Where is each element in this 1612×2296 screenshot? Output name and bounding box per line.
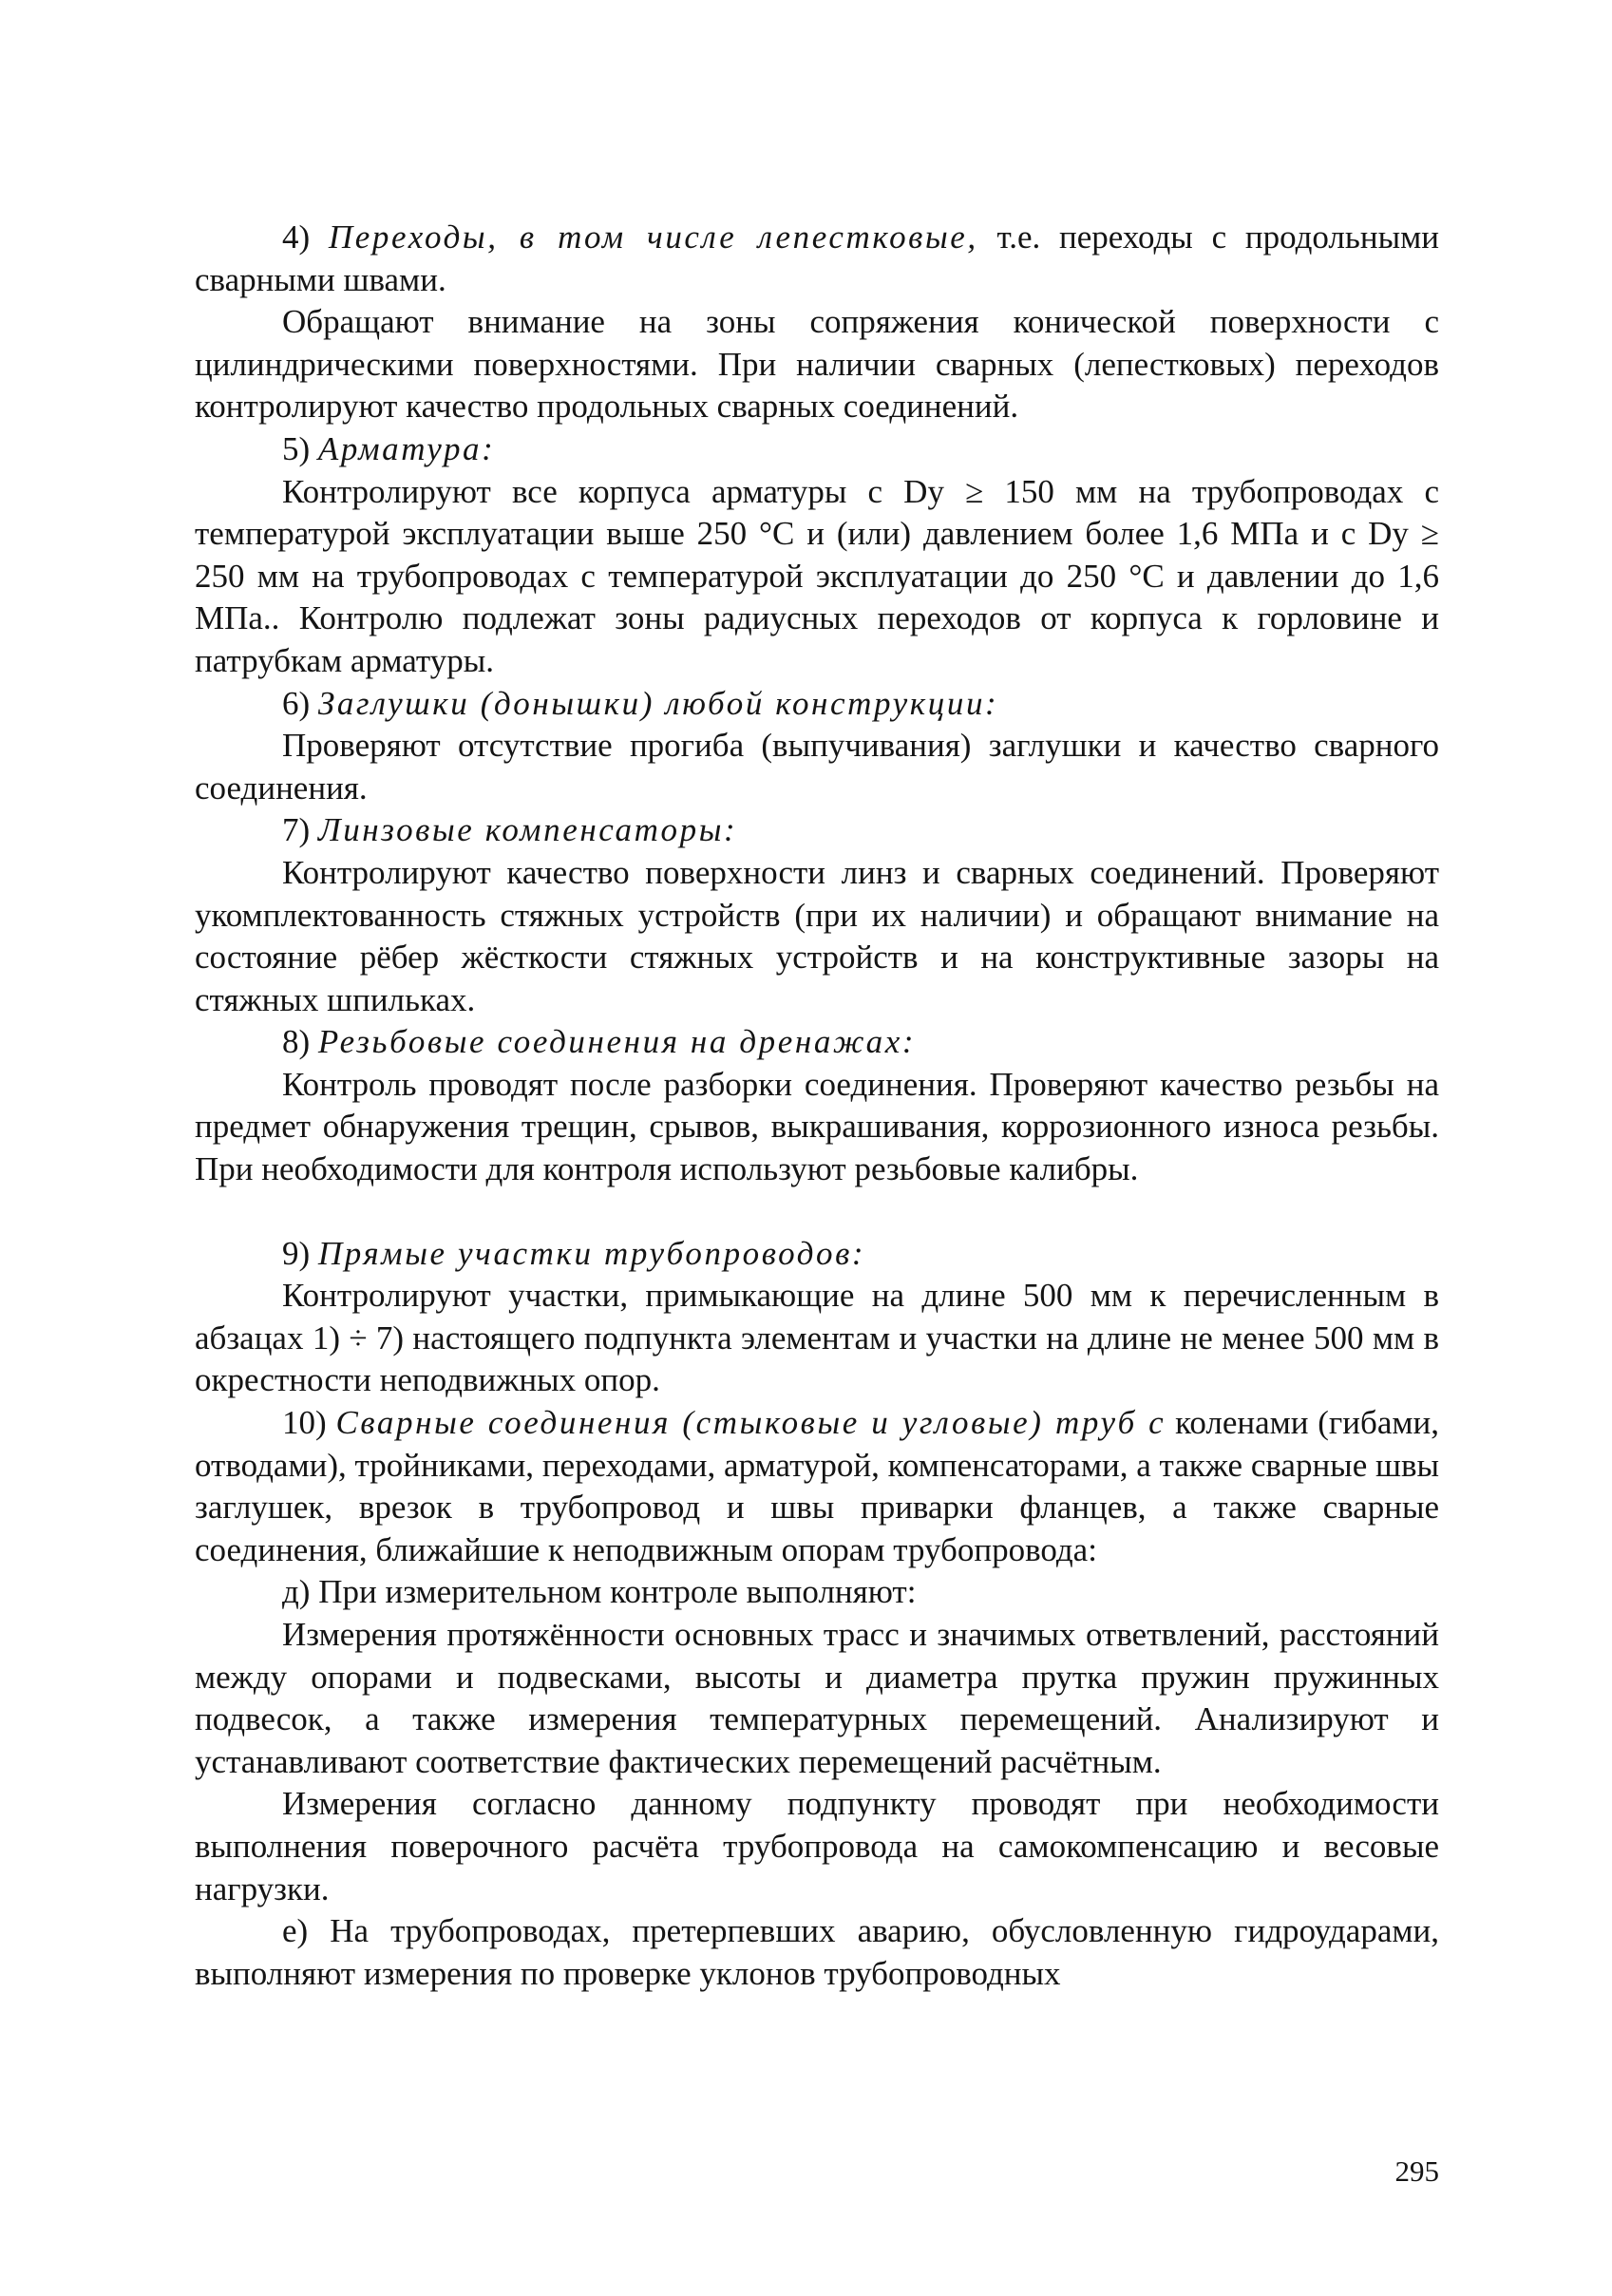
body-paragraph: д) При измерительном контроле выполняют:: [282, 1573, 917, 1611]
body-paragraph: Контроль проводят после разборки соединения. Проверяют качество резьбы на предмет обнаружения трещин, срывов, выкрашивания, коррозионного износа резьбы. При необходимости для контроля используют резьбовые калибры.: [195, 1065, 1439, 1188]
body-paragraph: е) На трубопроводах, претерпевших аварию, обусловленную гидроударами, выполняют измерения по проверке уклонов трубопроводных: [195, 1912, 1439, 1992]
section-heading: [195, 1402, 1439, 1571]
section-heading: [195, 809, 1439, 852]
section-number: 10): [282, 1404, 327, 1442]
section-title: Заглушки (донышки) любой конструкции:: [317, 684, 999, 722]
page-number: 295: [1394, 2154, 1439, 2188]
section-gap: [195, 1191, 1439, 1233]
section-number: 6): [282, 684, 311, 722]
section-title: Сварные соединения (стыковые и угловые) труб с: [335, 1404, 1166, 1442]
section-number: 4): [282, 218, 311, 256]
section-title: Резьбовые соединения на дренажах:: [317, 1023, 917, 1061]
section-number: 9): [282, 1234, 311, 1272]
body-text: [195, 217, 1439, 1995]
body-paragraph: Проверяют отсутствие прогиба (выпучивания) заглушки и качество сварного соединения.: [195, 727, 1439, 806]
body-paragraph: Измерения согласно данному подпункту проводят при необходимости выполнения поверочного расчёта трубопровода на самокомпенсацию и весовые нагрузки.: [195, 1785, 1439, 1907]
section-number: 7): [282, 811, 311, 849]
section-title-rest: коленами (гибами, отводами), тройниками, переходами, арматурой, компенсаторами, а также сварные швы заглушек, врезок в трубопровод и швы приварки фланцев, а также сварные соединения, ближайшие к неподвижным опорам трубопровода:: [195, 1404, 1439, 1568]
section-heading: [195, 1021, 1439, 1064]
section-title: Прямые участки трубопроводов:: [317, 1234, 866, 1272]
section-heading: [195, 683, 1439, 726]
section-title: Переходы, в том числе лепестковые,: [328, 218, 978, 256]
section-number: 8): [282, 1023, 311, 1061]
section-title-rest: т.е. переходы с продольными сварными швами.: [195, 218, 1439, 298]
section-number: 5): [282, 429, 311, 467]
body-paragraph: Обращают внимание на зоны сопряжения конической поверхности с цилиндрическими поверхностями. При наличии сварных (лепестковых) переходов контролируют качество продольных сварных соединений.: [195, 303, 1439, 426]
section-heading: [195, 1233, 1439, 1276]
body-paragraph: Измерения протяжённости основных трасс и значимых ответвлений, расстояний между опорами и подвесками, высоты и диаметра прутка пружин пружинных подвесок, а также измерения температурных перемещений. Анализируют и устанавливают соответствие фактических перемещений расчётным.: [195, 1616, 1439, 1780]
section-heading: [195, 428, 1439, 471]
section-title: Линзовые компенсаторы:: [317, 811, 738, 849]
section-title: Арматура:: [317, 429, 496, 467]
section-heading: [195, 217, 1439, 301]
body-paragraph: Контролируют участки, примыкающие на длине 500 мм к перечисленным в абзацах 1) ÷ 7) настоящего подпункта элементам и участки на длине не менее 500 мм в окрестности неподвижных опор.: [195, 1277, 1439, 1399]
body-paragraph: Контролируют качество поверхности линз и сварных соединений. Проверяют укомплектованность стяжных устройств (при их наличии) и обращают внимание на состояние рёбер жёсткости стяжных устройств и на конструктивные зазоры на стяжных шпильках.: [195, 853, 1439, 1018]
body-paragraph: Контролируют все корпуса арматуры с Dу ≥ 150 мм на трубопроводах с температурой эксплуатации выше 250 °С и (или) давлением более 1,6 МПа и с Dу ≥ 250 мм на трубопроводах с температурой эксплуатации до 250 °С и давлении до 1,6 МПа.. Контролю подлежат зоны радиусных переходов от корпуса к горловине и патрубкам арматуры.: [195, 472, 1439, 679]
